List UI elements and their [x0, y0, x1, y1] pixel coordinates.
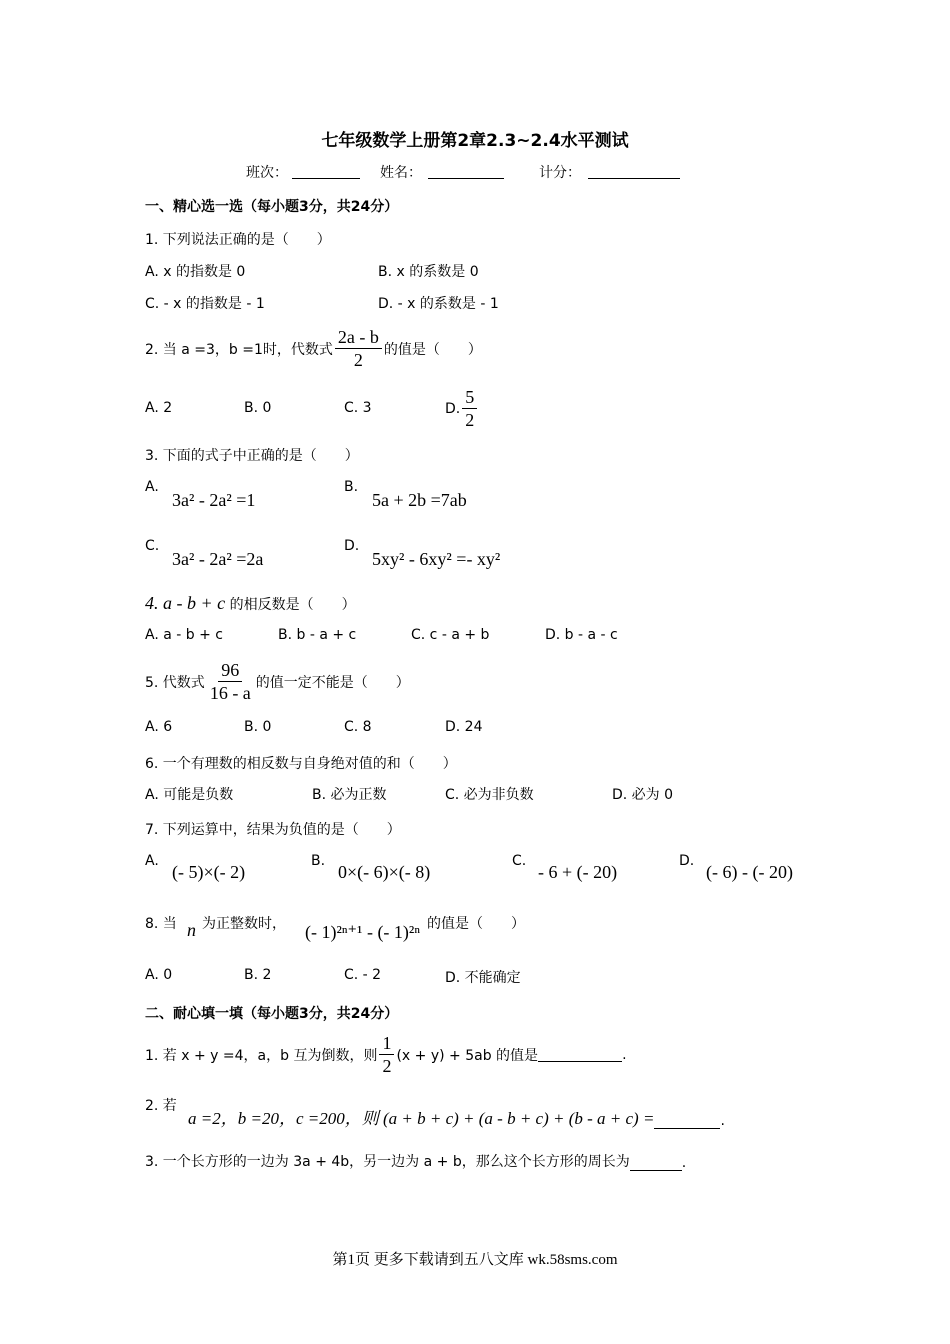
q1-option-d: D. - x 的系数是 - 1 — [378, 296, 499, 312]
fill2-end: . — [720, 1113, 725, 1129]
q5-stem-pre: 5. 代数式 — [145, 674, 205, 691]
q5-option-a: A. 6 — [145, 719, 173, 735]
q3-option-c-label: C. — [145, 538, 160, 554]
q2-d-num: 5 — [462, 386, 477, 409]
fill2 — [188, 1104, 725, 1129]
q8-option-d: D. 不能确定 — [445, 970, 521, 986]
q7-option-a: (- 5)×(- 2) — [172, 862, 246, 882]
q2-option-d — [445, 386, 479, 431]
q6-option-c: C. 必为非负数 — [445, 787, 534, 803]
q7-option-b-label: B. — [311, 853, 326, 869]
page-footer: 第1页 更多下载请到五八文库 wk.58sms.com — [332, 1252, 618, 1268]
q2-option-d-fraction — [462, 386, 477, 431]
fill3-answer-blank[interactable] — [630, 1156, 682, 1171]
fill1-frac-num: 1 — [379, 1032, 394, 1055]
q6-option-a: A. 可能是负数 — [145, 787, 234, 803]
q3-stem: 3. 下面的式子中正确的是（ ） — [145, 448, 359, 464]
q3-option-a: 3a² - 2a² =1 — [172, 490, 256, 510]
q2-stem — [145, 326, 482, 371]
q4-option-a: A. a - b + c — [145, 627, 223, 643]
q1-option-a: A. x 的指数是 0 — [145, 264, 246, 280]
q5-stem-post: 的值一定不能是（ ） — [255, 674, 410, 691]
q7-option-d: (- 6) - (- 20) — [706, 862, 793, 882]
q8-stem-pre: 8. 当 — [145, 916, 177, 932]
q8-expr: (- 1)²ⁿ⁺¹ - (- 1)²ⁿ — [305, 922, 420, 942]
fill1-frac-den: 2 — [382, 1056, 392, 1076]
q5-stem — [145, 659, 410, 704]
q4-stem-text: 的相反数是（ ） — [229, 597, 356, 613]
name-label: 姓名： — [380, 165, 422, 181]
class-label: 班次： — [246, 165, 288, 181]
q3-option-b-label: B. — [344, 479, 359, 495]
fill2-answer-blank[interactable] — [654, 1114, 720, 1129]
q1-option-c: C. - x 的指数是 - 1 — [145, 296, 265, 312]
q3-option-b: 5a + 2b =7ab — [372, 490, 467, 510]
fill1-answer-blank[interactable] — [538, 1047, 622, 1062]
q5-option-c: C. 8 — [344, 719, 372, 735]
fill1-end: . — [622, 1046, 627, 1063]
q2-option-b: B. 0 — [244, 400, 272, 416]
q3-option-d: 5xy² - 6xy² =- xy² — [372, 549, 501, 569]
q2-option-c: C. 3 — [344, 400, 372, 416]
q4-option-b: B. b - a + c — [278, 627, 357, 643]
q7-option-d-label: D. — [679, 853, 695, 869]
fill2-pre: 2. 若 — [145, 1098, 177, 1114]
q2-frac-num: 2a - b — [335, 326, 382, 349]
q7-stem: 7. 下列运算中，结果为负值的是（ ） — [145, 822, 401, 838]
q8-option-c: C. - 2 — [344, 967, 382, 983]
q8-option-b: B. 2 — [244, 967, 272, 983]
fill3-text: 3. 一个长方形的一边为 3a + 4b，另一边为 a + b，那么这个长方形的周长为 — [145, 1154, 630, 1170]
fill2-expr: a =2，b =20，c =200，则 (a + b + c) + (a - b + c) + (b - a + c) = — [188, 1109, 655, 1128]
q6-option-b: B. 必为正数 — [312, 787, 387, 803]
q4-stem-expr: 4. a - b + c — [145, 593, 226, 613]
q5-frac-num: 96 — [218, 659, 242, 682]
q5-option-b: B. 0 — [244, 719, 272, 735]
q6-stem: 6. 一个有理数的相反数与自身绝对值的和（ ） — [145, 756, 457, 772]
name-blank[interactable] — [428, 164, 504, 179]
q2-option-d-label: D. — [445, 400, 461, 417]
q2-d-den: 2 — [465, 410, 475, 430]
q5-option-d: D. 24 — [445, 719, 483, 735]
q6-option-d: D. 必为 0 — [612, 787, 674, 803]
q2-fraction — [335, 326, 382, 371]
score-label: 计分： — [539, 165, 581, 181]
section2-heading: 二、耐心填一填（每小题3分，共24分） — [145, 1006, 399, 1022]
q8-var: n — [187, 920, 196, 940]
fill1-post: (x + y) + 5ab 的值是 — [396, 1047, 539, 1064]
score-blank[interactable] — [588, 164, 680, 179]
q7-option-c: - 6 + (- 20) — [538, 862, 618, 882]
q4-option-c: C. c - a + b — [411, 627, 490, 643]
q4-option-d: D. b - a - c — [545, 627, 618, 643]
q8-stem-post: 的值是（ ） — [427, 916, 525, 932]
q7-option-c-label: C. — [512, 853, 527, 869]
q2-stem-pre: 2. 当 a =3，b =1时，代数式 — [145, 341, 333, 358]
fill1-pre: 1. 若 x + y =4，a，b 互为倒数，则 — [145, 1047, 378, 1064]
q2-frac-den: 2 — [353, 350, 363, 370]
fill3-end: . — [681, 1155, 687, 1171]
fill1-fraction — [379, 1032, 394, 1077]
q8-option-a: A. 0 — [145, 967, 173, 983]
q2-stem-post: 的值是（ ） — [383, 341, 482, 358]
q4-stem — [145, 593, 356, 614]
q3-option-d-label: D. — [344, 538, 360, 554]
section1-heading: 一、精心选一选（每小题3分，共24分） — [145, 199, 399, 215]
q1-option-b: B. x 的系数是 0 — [378, 264, 479, 280]
q3-option-a-label: A. — [145, 479, 159, 495]
fill3 — [145, 1151, 686, 1171]
q5-frac-den: 16 - a — [209, 683, 251, 703]
q2-option-a: A. 2 — [145, 400, 173, 416]
q5-fraction — [207, 659, 254, 704]
q7-option-b: 0×(- 6)×(- 8) — [338, 862, 431, 882]
fill1 — [145, 1032, 627, 1077]
q1-stem: 1. 下列说法正确的是（ ） — [145, 232, 331, 248]
page-title: 七年级数学上册第2章2.3~2.4水平测试 — [321, 131, 629, 151]
class-blank[interactable] — [292, 164, 360, 179]
q3-option-c: 3a² - 2a² =2a — [172, 549, 264, 569]
q7-option-a-label: A. — [145, 853, 159, 869]
q8-stem-mid: 为正整数时， — [202, 916, 286, 932]
